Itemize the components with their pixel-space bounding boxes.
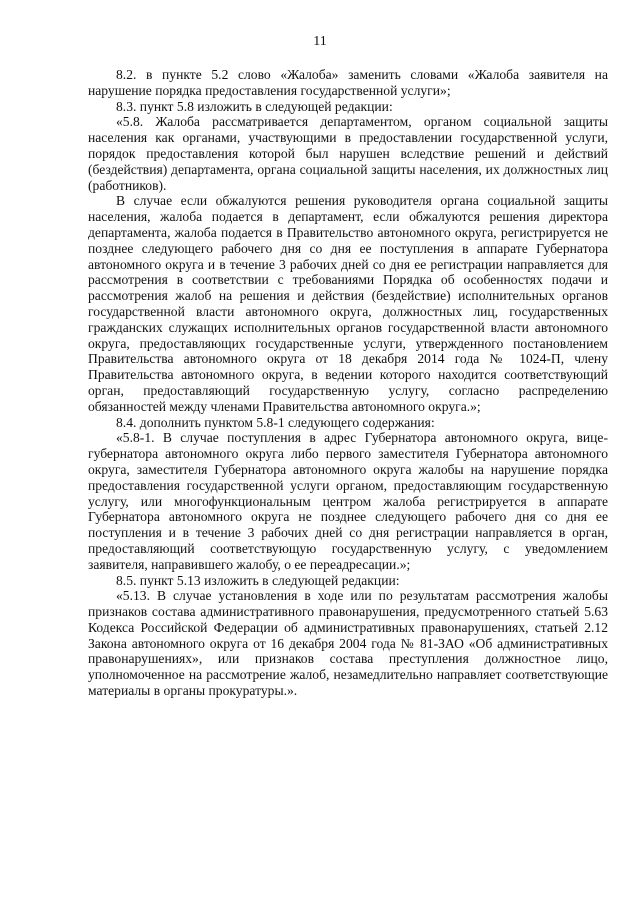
paragraph-5-8: «5.8. Жалоба рассматривается департаментом, органом социальной защиты населения как органами, участвующими в предоставлении государственной услуги, порядок предоставления которой был нарушен вследствие решений и действий (бездействия) департамента, органа социальной защиты населения, их должностных лиц (работников). bbox=[88, 114, 608, 193]
document-body bbox=[88, 67, 608, 699]
page-number: 11 bbox=[313, 34, 327, 49]
paragraph-5-13: «5.13. В случае установления в ходе или по результатам рассмотрения жалобы признаков состава административного правонарушения, предусмотренного статьей 5.63 Кодекса Российской Федерации об административных правонарушениях, статьей 2.12 Закона автономного округа от 16 декабря 2004 года № 81-ЗАО «Об административных правонарушениях», или признаков состава преступления должностное лицо, уполномоченное на рассмотрение жалоб, незамедлительно направляет соответствующие материалы в органы прокуратуры.». bbox=[88, 588, 608, 699]
paragraph-5-8-appeal: В случае если обжалуются решения руководителя органа социальной защиты населения, жалоба подается в департамент, если обжалуются решения директора департамента, жалоба подается в Правительство автономного округа, регистрируется не позднее следующего рабочего дня со дня ее поступления в аппарате Губернатора автономного округа и в течение 3 рабочих дней со дня ее регистрации направляется для рассмотрения в соответствии с требованиями Порядка об особенностях подачи и рассмотрения жалоб на решения и действия (бездействие) исполнительных органов государственной власти автономного округа, должностных лиц, государственных гражданских служащих исполнительных органов государственной власти автономного округа, предоставляющих государственные услуги, утвержденного постановлением Правительства автономного округа от 18 декабря 2014 года № 1024-П, члену Правительства автономного округа, в ведении которого находится соответствующий орган, предоставляющий государственную услугу, согласно распределению обязанностей между членами Правительства автономного округа.»; bbox=[88, 193, 608, 414]
paragraph-8-5: 8.5. пункт 5.13 изложить в следующей редакции: bbox=[116, 572, 400, 588]
paragraph-8-4: 8.4. дополнить пунктом 5.8-1 следующего содержания: bbox=[116, 414, 435, 430]
paragraph-8-3: 8.3. пункт 5.8 изложить в следующей редакции: bbox=[116, 98, 393, 114]
paragraph-8-2: 8.2. в пункте 5.2 слово «Жалоба» заменить словами «Жалоба заявителя на нарушение порядка предоставления государственной услуги»; bbox=[88, 67, 608, 98]
paragraph-5-8-1: «5.8-1. В случае поступления в адрес Губернатора автономного округа, вице-губернатора автономного округа либо первого заместителя Губернатора автономного округа, заместителя Губернатора автономного округа жалобы на нарушение порядка предоставления государственной услуги органом, предоставляющим государственную услугу, или многофункциональным центром жалоба регистрируется в аппарате Губернатора автономного округа не позднее следующего рабочего дня со дня ее поступления и в течение 3 рабочих дней со дня регистрации направляется в орган, предоставляющий соответствующую государственную услугу, с уведомлением заявителя, направившего жалобу, о ее переадресации.»; bbox=[88, 430, 608, 572]
